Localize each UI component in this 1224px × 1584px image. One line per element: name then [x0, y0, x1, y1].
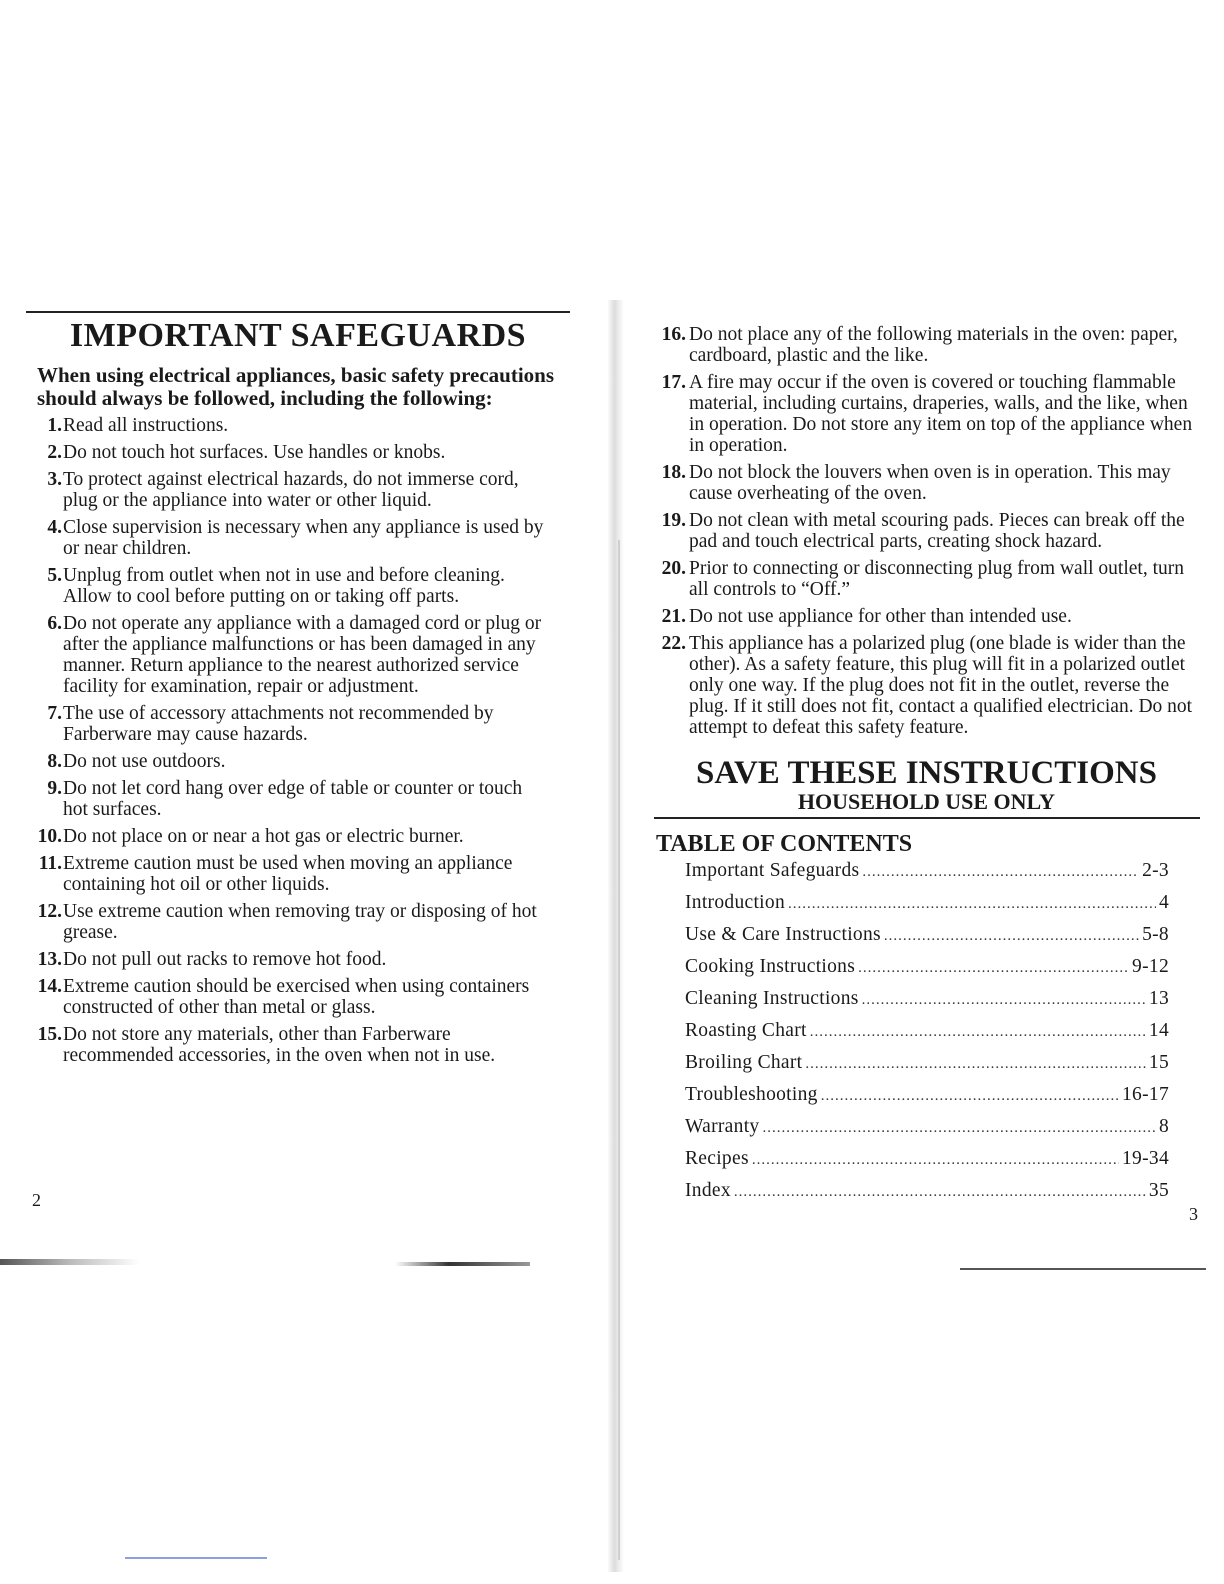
toc-label: Cooking Instructions: [685, 956, 856, 977]
item-text: Do not store any materials, other than Farberware recommended accessories, in the oven when not in use.: [63, 1024, 496, 1066]
toc-page: 15: [1148, 1052, 1169, 1073]
item-text: Do not clean with metal scouring pads. Pieces can break off the pad and touch electrical parts, creating shock hazard.: [689, 510, 1185, 552]
list-item: [642, 510, 1207, 552]
list-item: [30, 469, 550, 511]
toc-leader: [734, 1180, 1146, 1202]
item-text: A fire may occur if the oven is covered or touching flammable material, including curtains, draperies, walls, and the like, when in operation. Do not store any item on top of the appliance when in operation.: [689, 372, 1193, 456]
toc-row: [685, 956, 1169, 988]
toc-label: Broiling Chart: [685, 1052, 803, 1073]
item-text: Do not touch hot surfaces. Use handles or knobs.: [63, 442, 446, 463]
item-number: 21.: [661, 606, 686, 627]
item-text: This appliance has a polarized plug (one blade is wider than the other). As a safety feature, this plug will fit in a polarized outlet only one way. If the plug does not fit in the outlet, reverse the plug. If it still does not fit, contact a qualified electrician. Do not attempt to defeat this safety feature.: [689, 633, 1193, 738]
list-item: [642, 324, 1207, 366]
toc-page: 19-34: [1122, 1148, 1169, 1169]
toc-label: Troubleshooting: [685, 1084, 818, 1105]
toc-row: [685, 1116, 1169, 1148]
item-text: Do not place any of the following materials in the oven: paper, cardboard, plastic and the like.: [689, 324, 1178, 366]
list-item: [30, 949, 550, 970]
toc-page: 16-17: [1122, 1084, 1169, 1105]
toc-page: 14: [1148, 1020, 1169, 1041]
toc-leader: [788, 892, 1156, 914]
toc-page: 35: [1148, 1180, 1169, 1201]
toc-row: [685, 892, 1169, 924]
item-text: Do not place on or near a hot gas or electric burner.: [63, 826, 464, 847]
item-number: 4.: [47, 517, 62, 538]
item-number: 18.: [661, 462, 686, 483]
toc-row: [685, 988, 1169, 1020]
page-number-left: 2: [32, 1190, 41, 1210]
toc-label: Index: [685, 1180, 731, 1201]
table-of-contents: [685, 860, 1169, 1212]
item-number: 9.: [47, 778, 62, 799]
list-item: [30, 778, 550, 820]
toc-row: [685, 1020, 1169, 1052]
section-divider: [654, 817, 1200, 819]
toc-leader: [862, 860, 1139, 882]
item-number: 20.: [661, 558, 686, 579]
toc-label: Introduction: [685, 892, 785, 913]
list-item: [642, 633, 1207, 738]
toc-row: [685, 1180, 1169, 1212]
item-number: 7.: [47, 703, 62, 724]
item-number: 14.: [37, 976, 62, 997]
toc-label: Roasting Chart: [685, 1020, 807, 1041]
toc-label: Cleaning Instructions: [685, 988, 859, 1009]
toc-page: 5-8: [1142, 924, 1169, 945]
toc-label: Warranty: [685, 1116, 760, 1137]
list-item: [30, 415, 550, 436]
item-number: 6.: [47, 613, 62, 634]
item-number: 2.: [47, 442, 62, 463]
item-text: To protect against electrical hazards, do not immerse cord, plug or the appliance into water or other liquid.: [63, 469, 519, 511]
item-text: Close supervision is necessary when any appliance is used by or near children.: [63, 517, 544, 559]
item-text: Use extreme caution when removing tray or disposing of hot grease.: [63, 901, 537, 943]
scan-artifact: [395, 1262, 530, 1266]
toc-page: 8: [1158, 1116, 1169, 1137]
toc-row: [685, 924, 1169, 956]
item-number: 8.: [47, 751, 62, 772]
item-number: 12.: [37, 901, 62, 922]
toc-leader: [821, 1084, 1119, 1106]
item-text: Unplug from outlet when not in use and before cleaning. Allow to cool before putting on or taking off parts.: [63, 565, 505, 607]
toc-label: Important Safeguards: [685, 860, 860, 881]
list-item: [30, 826, 550, 847]
toc-leader: [858, 956, 1129, 978]
item-text: Extreme caution must be used when moving an appliance containing hot oil or other liquids.: [63, 853, 513, 895]
list-item: [30, 1024, 550, 1066]
item-text: Do not use outdoors.: [63, 751, 226, 772]
toc-page: 2-3: [1142, 860, 1169, 881]
safeguards-list-right: [642, 324, 1207, 744]
list-item: [30, 517, 550, 559]
list-item: [30, 703, 550, 745]
toc-row: [685, 860, 1169, 892]
list-item: [30, 613, 550, 697]
list-item: [642, 606, 1207, 627]
item-number: 10.: [37, 826, 62, 847]
scan-artifact: [0, 1259, 140, 1265]
item-text: Do not operate any appliance with a damaged cord or plug or after the appliance malfunctions or has been damaged in any manner. Return appliance to the nearest authorized service facility for examination, repair or adjustment.: [63, 613, 542, 697]
list-item: [642, 462, 1207, 504]
toc-label: Use & Care Instructions: [685, 924, 881, 945]
toc-leader: [762, 1116, 1155, 1138]
item-number: 5.: [47, 565, 62, 586]
toc-row: [685, 1084, 1169, 1116]
toc-title: TABLE OF CONTENTS: [656, 831, 913, 857]
item-number: 13.: [37, 949, 62, 970]
item-text: Read all instructions.: [63, 415, 229, 436]
item-text: Prior to connecting or disconnecting plug from wall outlet, turn all controls to “Off.”: [689, 558, 1184, 600]
item-text: Do not let cord hang over edge of table or counter or touch hot surfaces.: [63, 778, 523, 820]
list-item: [30, 751, 550, 772]
list-item: [642, 372, 1207, 456]
list-item: [30, 442, 550, 463]
list-item: [642, 558, 1207, 600]
toc-label: Recipes: [685, 1148, 749, 1169]
item-text: The use of accessory attachments not recommended by Farberware may cause hazards.: [63, 703, 494, 745]
list-item: [30, 976, 550, 1018]
item-text: Do not use appliance for other than intended use.: [689, 606, 1072, 627]
item-number: 16.: [661, 324, 686, 345]
safeguards-intro: When using electrical appliances, basic safety precautions should always be followed, including the following:: [37, 363, 555, 410]
list-item: [30, 565, 550, 607]
toc-leader: [862, 988, 1146, 1010]
left-page: [0, 0, 600, 1584]
list-item: [30, 901, 550, 943]
item-number: 17.: [661, 372, 686, 393]
scan-artifact: [125, 1557, 267, 1559]
list-item: [30, 853, 550, 895]
toc-row: [685, 1148, 1169, 1180]
page-number-right: 3: [1189, 1204, 1198, 1224]
item-number: 19.: [661, 510, 686, 531]
toc-leader: [884, 924, 1139, 946]
save-instructions-heading: SAVE THESE INSTRUCTIONS: [696, 755, 1157, 791]
safeguards-list-left: [30, 415, 550, 1072]
toc-row: [685, 1052, 1169, 1084]
household-use-subtitle: HOUSEHOLD USE ONLY: [797, 789, 1056, 814]
toc-page: 13: [1148, 988, 1169, 1009]
toc-leader: [805, 1052, 1145, 1074]
item-number: 1.: [47, 415, 62, 436]
top-rule: [26, 311, 570, 313]
item-number: 15.: [37, 1024, 62, 1045]
toc-leader: [810, 1020, 1146, 1042]
toc-page: 9-12: [1132, 956, 1169, 977]
toc-page: 4: [1158, 892, 1169, 913]
page-title: IMPORTANT SAFEGUARDS: [69, 317, 527, 354]
item-number: 3.: [47, 469, 62, 490]
item-text: Do not pull out racks to remove hot food.: [63, 949, 387, 970]
item-number: 22.: [661, 633, 686, 654]
item-text: Do not block the louvers when oven is in operation. This may cause overheating of the oven.: [689, 462, 1171, 504]
item-number: 11.: [38, 853, 62, 874]
item-text: Extreme caution should be exercised when using containers constructed of other than metal or glass.: [63, 976, 530, 1018]
toc-leader: [752, 1148, 1119, 1170]
